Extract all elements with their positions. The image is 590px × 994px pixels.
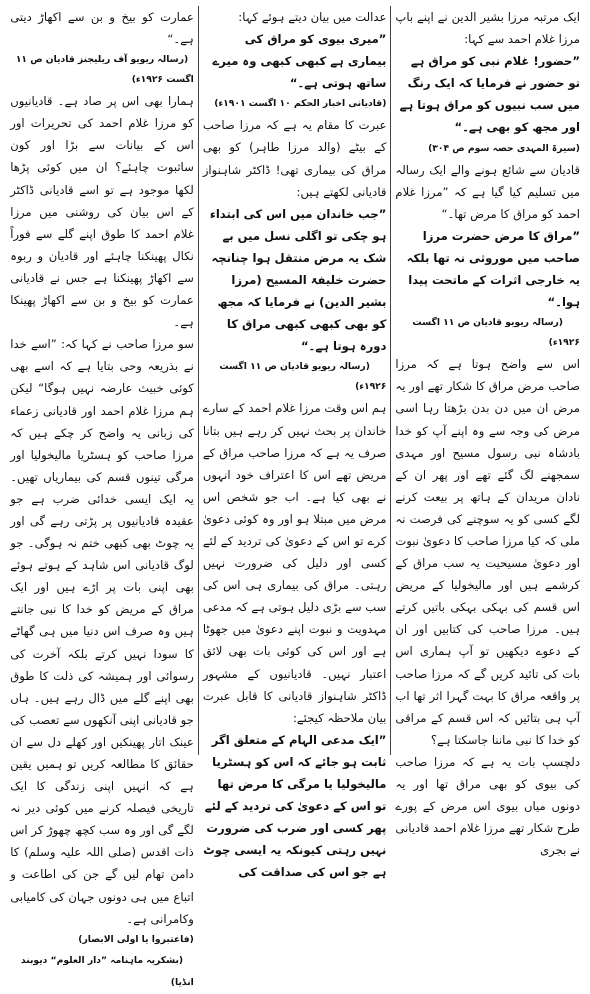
citation: (رسالہ ریویو آف ریلیجنز قادیان ص ۱۱ اگست ۱۹۲۶ء) <box>15 54 194 86</box>
citation: (سیرۃ المہدی حصہ سوم ص ۳۰۴) <box>428 142 580 154</box>
paragraph: قادیان سے شائع ہونے والے ایک رسالہ میں تسلیم کیا گیا ہے کہ ”مرزا غلام احمد کو مراق کا مرض تھا۔“ <box>395 162 580 221</box>
paragraph: سو مرزا صاحب نے کہا کہ: ”اسے خدا نے بذریعہ وحی بتایا ہے کہ اسے بھی کوئی خبیث عارضہ نہیں ہوگا“ لیکن ہم مرزا غلام احمد اور قادیانی زعماء کی زبانی یہ واضح کر چکے ہیں کہ مرزا صاحب کو ہسٹریا مالیخولیا اور مرگی تینوں قسم کی بیماریاں تھیں۔ یہ ایک ایسی خدائی ضرب ہے جو عقیدہ قادیانیوں پر پڑتی رہے گی اور یہ چوٹ بھی کبھی ختم نہ ہوگی۔ جو لوگ قادیانی اس شاہد کے ہوتے ہوئے بھی اپنی بات پر اڑے ہیں اور ایک مراق کے مریض کو خدا کا نبی جانتے ہیں وہ صرف اس دنیا میں ہی گھاٹے کا سودا نہیں کرتے بلکہ آخرت کی رسوائی اور ہمیشہ کی ذلت کا طوق بھی اپنے گلے میں ڈال رہے ہیں۔ ہاں جو قادیانی اپنی آنکھوں سے تعصب کی عینک اتار پھینکیں اور کھلے دل سے ان حقائق کا مطالعہ کریں تو ہمیں یقین ہے کہ انہیں اپنی زندگی کا ایک تاریخی فیصلہ کرنے میں کوئی دیر نہ لگے گی اور وہ سب کچھ چھوڑ کر اس ذات اقدس (صلی اللہ علیہ وسلم) کا دامن تھام لیں گے جن کی اطاعت و اتباع میں ہی دونوں جہان کی کامیابی وکامرانی ہے۔ <box>10 337 194 926</box>
paragraph: دلچسپ بات یہ ہے کہ مرزا صاحب کی بیوی کو بھی مراق تھا اور یہ دونوں میاں بیوی اس مرض کے پورے طرح شکار تھے مرزا غلام احمد قادیانی نے بجری <box>395 754 580 858</box>
column-right <box>391 6 584 858</box>
paragraph: عبرت کا مقام یہ ہے کہ مرزا صاحب کے بیٹے (والد مرزا طاہر) کو بھی مراق کی بیماری تھی! ڈاکٹر شاہنواز قادیانی لکھتے ہیں: <box>202 118 387 199</box>
paragraph: ہم اس وقت مرزا غلام احمد کے سارے خاندان پر بحث نہیں کر رہے ہیں بتانا صرف یہ ہے کہ مرزا صاحب مراق کے مریض تھے اس کا اعتراف خود انہوں نے بھی کیا ہے۔ اب جو شخص اس مرض میں مبتلا ہو اور وہ کوئی دعویٰ کرے تو اس کے دعویٰ کی تردید کے لئے کسی اور دلیل کی ضرورت نہیں رہتی۔ مراق کی بیماری ہی اس کی سب سے بڑی دلیل ہوتی ہے کہ مدعی مہدویت و نبوت اپنے دعویٰ میں جھوٹا ہے اور اس کی کوئی بات بھی لائق اعتبار نہیں۔ قادیانیوں کے مشہور ڈاکٹر شاہنواز قادیانی کا قابل عبرت بیان ملاحظہ کیجئے: <box>202 401 387 725</box>
quotation: ”مراق کا مرض حضرت مرزا صاحب میں موروثی نہ تھا بلکہ یہ خارجی اثرات کے ماتحت پیدا ہوا۔“ <box>406 228 580 310</box>
paragraph: عمارت کو بیخ و بن سے اکھاڑ دیتی ہے۔“ <box>10 10 194 47</box>
column-left <box>6 6 199 988</box>
citation: (رسالہ ریویو قادیان ص ۱۱ اگست ۱۹۲۶ء) <box>412 317 580 349</box>
citation: (فاعتبروا یا اولی الابصار) <box>78 933 194 945</box>
column-middle <box>199 6 392 880</box>
quotation: ”میری بیوی کو مراق کی بیماری ہے کبھی کبھی وہ میرے ساتھ ہوتی ہے۔“ <box>212 32 387 91</box>
quotation: ”ایک مدعی الہام کے متعلق اگر ثابت ہو جائے کہ اس کو ہسٹریا مالیخولیا یا مرگی کا مرض تھا تو اس کے دعویٰ کی تردید کے لئے پھر کسی اور ضرب کی ضرورت نہیں رہتی کیونکہ یہ ایسی چوٹ ہے جو اس کی صداقت کی <box>203 732 387 880</box>
citation: (قادیانی اخبار الحکم ۱۰ اگست ۱۹۰۱ء) <box>214 98 387 110</box>
quotation: ”حضور! غلام نبی کو مراق ہے تو حضور نے فرمایا کہ ایک رنگ میں سب نبیوں کو مراق ہوتا ہے اور مجھ کو بھی ہے۔“ <box>399 54 580 135</box>
paragraph: ایک مرتبہ مرزا بشیر الدین نے اپنے باپ مرزا غلام احمد سے کہا: <box>395 10 580 47</box>
quotation: ”جب خاندان میں اس کی ابتداء ہو چکی تو اگلی نسل میں بے شک یہ مرض منتقل ہوا چنانچہ حضرت خلیفۃ المسیح (مرزا بشیر الدین) نے فرمایا کہ مجھ کو بھی کبھی کبھی مراق کا دورہ ہوتا ہے۔“ <box>209 206 387 354</box>
paragraph: اس سے واضح ہوتا ہے کہ مرزا صاحب مرض مراق کا شکار تھے اور یہ مرض ان میں دن بدن بڑھتا رہا اسی مرض کی وجہ سے وہ اپنے آپ کو خدا بادشاہ نبی رسول مسیح اور مہدی سمجھنے لگ گئے تھے اور پھر ان کے نادان مریدان کے ہاتھ پر بیعت کرنے لگے کسی کو یہ سوچنے کی فرصت نہ ملی کہ کیا مرزا صاحب کا دعویٰ نبوت اور دعویٰ مسیحیت یہ سب مراق کے کرشمے ہیں اور مالیخولیا کے مریض اس قسم کی بہکی بہکی باتیں کرتے ہیں۔ مرزا صاحب کی کتابیں اور ان کے دعوے دیکھیں تو آپ ہماری اس بات کی تائید کریں گے کہ مرزا صاحب پر واقعہ مراق کا بہت گہرا اثر تھا اب آپ ہی بتائیں کہ اس قسم کے مراقی کو خدا کا نبی ماننا جاسکتا ہے؟ <box>395 357 580 747</box>
paragraph: ہمارا بھی اس پر صاد ہے۔ قادیانیوں کو مرزا غلام احمد کی تحریرات اور اس کے بیانات سے بڑا اور کون ساثبوت چاہئے؟ ان میں کوئی پڑھا لکھا موجود ہے تو اسے قادیانی ڈاکٹر کے اس بیان کی روشنی میں مرزا غلام احمد کا طوق اپنے گلے سے فوراً نکال پھینکنا چاہئے اور قادیان و ربوہ سے اکھاڑ پھینکنا ہے جس نے قادیانی عمارت کو بیخ و بن سے اکھاڑ پھینکا ہے۔ <box>10 94 194 330</box>
citation: (رسالہ ریویو قادیان ص ۱۱ اگست ۱۹۲۶ء) <box>219 361 387 393</box>
paragraph: عدالت میں بیان دیتے ہوئے کہا: <box>238 10 387 24</box>
credit-line: (بشکریہ ماہنامہ ”دار العلوم“ دیوبند انڈیا) <box>20 954 194 988</box>
